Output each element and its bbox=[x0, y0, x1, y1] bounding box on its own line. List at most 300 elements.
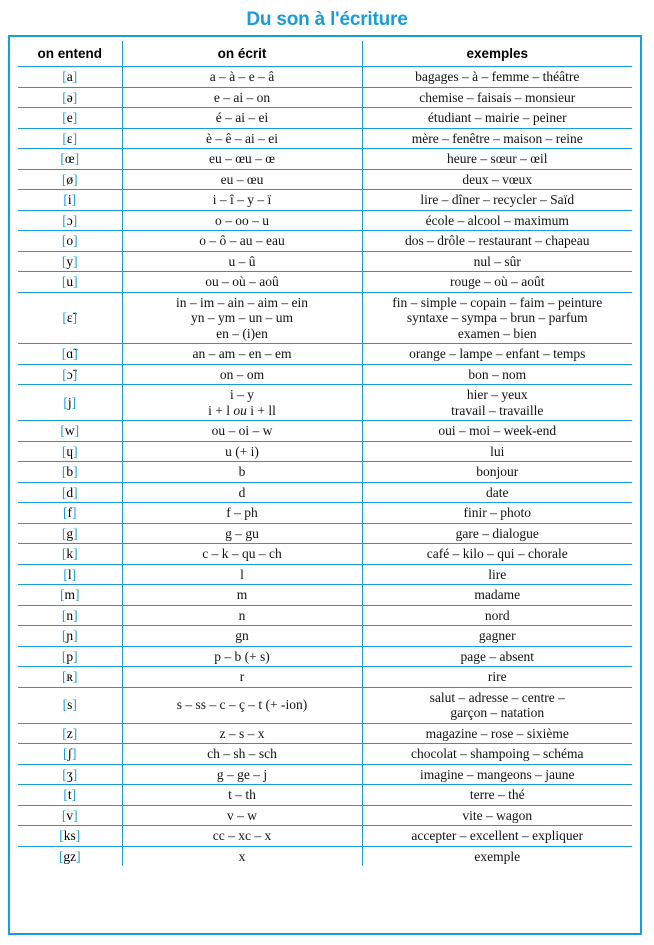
bracket-close: ] bbox=[72, 725, 78, 741]
example-text: salut – adresse – centre – bbox=[429, 689, 565, 705]
spelling-text: g – ge – j bbox=[216, 766, 268, 782]
phonetic-symbol bbox=[62, 274, 78, 289]
phonetic-value: ə bbox=[66, 89, 73, 105]
spelling-cell bbox=[122, 108, 362, 129]
phonetic-value: u bbox=[66, 274, 74, 289]
sound-cell bbox=[18, 523, 122, 544]
spelling-text: l bbox=[240, 566, 244, 582]
example-text: bon – nom bbox=[468, 366, 527, 382]
bracket-open: [ bbox=[62, 69, 67, 84]
example-text: vite – wagon bbox=[462, 807, 533, 823]
spelling-cell bbox=[122, 344, 362, 365]
examples-cell bbox=[362, 385, 632, 421]
bracket-open: [ bbox=[63, 394, 68, 410]
phonetic-symbol bbox=[62, 131, 77, 146]
spelling-cell bbox=[122, 128, 362, 149]
bracket-close: ] bbox=[71, 394, 77, 410]
spelling-text: d bbox=[238, 484, 246, 500]
phonetic-symbol bbox=[62, 546, 78, 561]
spelling-text: eu – œu bbox=[220, 171, 264, 187]
sound-cell bbox=[18, 482, 122, 503]
example-text: examen – bien bbox=[457, 325, 537, 341]
phonetic-symbol bbox=[60, 423, 79, 438]
bracket-close: ] bbox=[73, 628, 78, 643]
bracket-close: ] bbox=[72, 766, 78, 782]
bracket-open: [ bbox=[62, 130, 67, 146]
phonetic-symbol bbox=[62, 346, 78, 361]
spelling-text: o – ô – au – eau bbox=[199, 233, 285, 248]
spelling-text: c – k – qu – ch bbox=[202, 546, 282, 561]
spelling-cell bbox=[122, 462, 362, 483]
spelling-text: u – û bbox=[228, 253, 256, 269]
bracket-close: ] bbox=[72, 366, 78, 382]
examples-cell bbox=[362, 764, 632, 785]
table-row bbox=[18, 667, 632, 688]
spelling-text: è – ê – ai – ei bbox=[206, 130, 278, 146]
phonetic-value: ɔ bbox=[66, 212, 73, 228]
bracket-close: ] bbox=[73, 253, 78, 269]
sound-spelling-table bbox=[18, 41, 632, 866]
examples-cell bbox=[362, 523, 632, 544]
sound-cell bbox=[18, 190, 122, 211]
phonetic-value: d bbox=[66, 484, 74, 500]
bracket-open: [ bbox=[61, 607, 67, 623]
phonetic-value: ɑ̃ bbox=[66, 346, 74, 361]
phonetic-value: f bbox=[67, 505, 72, 520]
examples-cell bbox=[362, 364, 632, 385]
bracket-close: ] bbox=[72, 697, 77, 713]
bracket-close: ] bbox=[73, 648, 78, 664]
table-row bbox=[18, 128, 632, 149]
table-row bbox=[18, 364, 632, 385]
bracket-open: [ bbox=[62, 766, 67, 782]
example-text: étudiant – mairie – peiner bbox=[427, 110, 567, 125]
phonetic-symbol bbox=[62, 444, 78, 459]
example-text: rire bbox=[487, 669, 507, 684]
spelling-text: b bbox=[238, 464, 246, 479]
spelling-cell bbox=[122, 482, 362, 503]
example-text: mère – fenêtre – maison – reine bbox=[411, 130, 583, 146]
spelling-text: ou – où – aoû bbox=[205, 274, 279, 289]
bracket-close: ] bbox=[71, 787, 77, 802]
example-text: chemise – faisais – monsieur bbox=[419, 89, 576, 105]
spelling-text: x bbox=[238, 848, 246, 864]
spelling-text: g – gu bbox=[225, 525, 259, 541]
table-row bbox=[18, 108, 632, 129]
table-row bbox=[18, 441, 632, 462]
bracket-open: [ bbox=[62, 366, 67, 382]
spelling-text: n bbox=[238, 607, 246, 623]
spelling-cell bbox=[122, 169, 362, 190]
example-text: gare – dialogue bbox=[455, 525, 539, 541]
bracket-open: [ bbox=[61, 648, 67, 664]
table-header-row bbox=[18, 41, 632, 67]
table-row bbox=[18, 87, 632, 108]
example-text: exemple bbox=[474, 848, 521, 864]
examples-cell bbox=[362, 169, 632, 190]
spelling-cell bbox=[122, 723, 362, 744]
bracket-open: [ bbox=[59, 828, 64, 843]
spelling-cell bbox=[122, 605, 362, 626]
sound-cell bbox=[18, 421, 122, 442]
header-examples: exemples bbox=[362, 41, 632, 67]
sound-cell bbox=[18, 646, 122, 667]
examples-cell bbox=[362, 785, 632, 806]
table-row bbox=[18, 785, 632, 806]
table-row bbox=[18, 744, 632, 765]
bracket-open: [ bbox=[62, 89, 67, 105]
examples-cell bbox=[362, 744, 632, 765]
table-row bbox=[18, 344, 632, 365]
example-text: travail – travaille bbox=[451, 402, 544, 418]
spelling-cell bbox=[122, 785, 362, 806]
bracket-close: ] bbox=[72, 310, 78, 325]
bracket-close: ] bbox=[74, 151, 80, 166]
sound-cell bbox=[18, 805, 122, 826]
example-text: nul – sûr bbox=[473, 253, 521, 269]
table-row bbox=[18, 626, 632, 647]
table-row bbox=[18, 67, 632, 88]
phonetic-value: gz bbox=[63, 848, 77, 864]
example-text: fin – simple – copain – faim – peinture bbox=[392, 294, 603, 310]
sound-cell bbox=[18, 251, 122, 272]
bracket-open: [ bbox=[61, 443, 67, 459]
sound-cell bbox=[18, 149, 122, 170]
phonetic-symbol bbox=[62, 767, 77, 782]
spelling-cell bbox=[122, 385, 362, 421]
bracket-close: ] bbox=[73, 171, 78, 187]
header-spelling: on écrit bbox=[122, 41, 362, 67]
example-text: bonjour bbox=[476, 464, 519, 479]
phonetic-symbol bbox=[62, 172, 78, 187]
phonetic-value: n bbox=[66, 607, 74, 623]
spelling-text: on – om bbox=[219, 366, 265, 382]
bracket-close: ] bbox=[72, 746, 77, 761]
example-text: chocolat – shampoing – schéma bbox=[411, 746, 584, 761]
phonetic-symbol bbox=[63, 395, 76, 410]
phonetic-value: ɛ̃ bbox=[66, 310, 73, 325]
spelling-cell bbox=[122, 503, 362, 524]
bracket-close: ] bbox=[73, 546, 78, 561]
table-row bbox=[18, 585, 632, 606]
example-text: lui bbox=[490, 443, 505, 459]
phonetic-value: b bbox=[66, 464, 74, 479]
page-title: Du son à l'écriture bbox=[246, 9, 408, 30]
spelling-text: e – ai – on bbox=[213, 89, 271, 105]
bracket-open: [ bbox=[61, 546, 67, 561]
examples-cell bbox=[362, 626, 632, 647]
example-text: école – alcool – maximum bbox=[425, 212, 569, 228]
phonetic-symbol bbox=[59, 849, 81, 864]
spelling-cell bbox=[122, 364, 362, 385]
phonetic-value: g bbox=[66, 525, 74, 541]
spelling-text: an – am – en – em bbox=[192, 346, 292, 361]
phonetic-value: ɲ bbox=[66, 628, 74, 643]
sound-cell bbox=[18, 67, 122, 88]
sound-cell bbox=[18, 846, 122, 866]
examples-cell bbox=[362, 667, 632, 688]
bracket-close: ] bbox=[74, 423, 80, 438]
spelling-text: t – th bbox=[228, 787, 256, 802]
bracket-open: [ bbox=[59, 587, 65, 602]
phonetic-symbol bbox=[60, 587, 80, 602]
phonetic-value: z bbox=[66, 725, 73, 741]
phonetic-value: ɔ̃ bbox=[66, 366, 73, 382]
bracket-open: [ bbox=[61, 464, 67, 479]
phonetic-value: l bbox=[67, 566, 72, 582]
sound-cell bbox=[18, 87, 122, 108]
table-row bbox=[18, 544, 632, 565]
table-row bbox=[18, 169, 632, 190]
bracket-open: [ bbox=[63, 787, 68, 802]
table-row bbox=[18, 149, 632, 170]
table-row bbox=[18, 646, 632, 667]
bracket-open: [ bbox=[63, 505, 68, 520]
sound-cell bbox=[18, 585, 122, 606]
header-sound: on entend bbox=[18, 41, 122, 67]
phonetic-symbol bbox=[63, 192, 76, 207]
spelling-cell bbox=[122, 846, 362, 866]
spelling-cell bbox=[122, 67, 362, 88]
bracket-close: ] bbox=[73, 807, 78, 823]
examples-cell bbox=[362, 272, 632, 293]
spelling-cell bbox=[122, 585, 362, 606]
spelling-text: gn bbox=[235, 628, 249, 643]
bracket-close: ] bbox=[75, 828, 81, 843]
spelling-cell bbox=[122, 523, 362, 544]
bracket-open: [ bbox=[61, 807, 67, 823]
sound-cell bbox=[18, 723, 122, 744]
example-text: bagages – à – femme – théâtre bbox=[415, 69, 580, 84]
spelling-cell bbox=[122, 626, 362, 647]
table-row bbox=[18, 503, 632, 524]
sound-cell bbox=[18, 231, 122, 252]
spelling-cell bbox=[122, 544, 362, 565]
bracket-close: ] bbox=[73, 669, 78, 684]
spelling-cell bbox=[122, 564, 362, 585]
sound-cell bbox=[18, 687, 122, 723]
examples-cell bbox=[362, 108, 632, 129]
phonetic-value: y bbox=[66, 253, 74, 269]
spelling-cell bbox=[122, 667, 362, 688]
spelling-text: cc – xc – x bbox=[212, 828, 272, 843]
phonetic-symbol bbox=[63, 567, 76, 582]
examples-cell bbox=[362, 292, 632, 344]
examples-cell bbox=[362, 482, 632, 503]
bracket-open: [ bbox=[61, 669, 67, 684]
sound-cell bbox=[18, 744, 122, 765]
bracket-open: [ bbox=[62, 110, 67, 125]
sound-cell bbox=[18, 605, 122, 626]
table-row bbox=[18, 385, 632, 421]
phonetic-value: ʒ bbox=[66, 766, 73, 782]
phonetic-symbol bbox=[62, 726, 77, 741]
phonetic-symbol bbox=[62, 110, 77, 125]
example-text: date bbox=[486, 484, 509, 500]
spelling-text: ch – sh – sch bbox=[207, 746, 277, 761]
examples-cell bbox=[362, 826, 632, 847]
bracket-open: [ bbox=[63, 566, 68, 582]
phonetic-symbol bbox=[62, 628, 78, 643]
spelling-text: p – b (+ s) bbox=[214, 648, 270, 664]
bracket-close: ] bbox=[73, 464, 78, 479]
bracket-open: [ bbox=[62, 697, 68, 713]
example-text: page – absent bbox=[460, 648, 534, 664]
phonetic-symbol bbox=[62, 233, 78, 248]
table-row bbox=[18, 723, 632, 744]
bracket-open: [ bbox=[61, 628, 67, 643]
example-text: hier – yeux bbox=[466, 387, 528, 402]
example-text: orange – lampe – enfant – temps bbox=[409, 346, 586, 361]
bracket-close: ] bbox=[72, 69, 78, 84]
bracket-open: [ bbox=[60, 423, 65, 438]
spelling-text: m bbox=[236, 587, 248, 602]
example-text: finir – photo bbox=[463, 505, 531, 520]
bracket-open: [ bbox=[61, 233, 67, 248]
bracket-open: [ bbox=[61, 346, 67, 361]
examples-cell bbox=[362, 344, 632, 365]
sound-cell bbox=[18, 364, 122, 385]
table-row bbox=[18, 846, 632, 866]
examples-cell bbox=[362, 687, 632, 723]
bracket-close: ] bbox=[72, 212, 78, 228]
sound-cell bbox=[18, 764, 122, 785]
spelling-cell bbox=[122, 441, 362, 462]
sound-cell bbox=[18, 210, 122, 231]
phonetic-symbol bbox=[62, 608, 78, 623]
bracket-open: [ bbox=[58, 848, 64, 864]
phonetic-symbol bbox=[62, 254, 78, 269]
phonetic-value: e bbox=[66, 110, 73, 125]
phonetic-value: t bbox=[67, 787, 72, 802]
example-text: nord bbox=[484, 607, 510, 623]
phonetic-value: j bbox=[67, 394, 72, 410]
phonetic-value: i bbox=[67, 192, 72, 207]
examples-cell bbox=[362, 441, 632, 462]
examples-cell bbox=[362, 149, 632, 170]
bracket-open: [ bbox=[61, 274, 67, 289]
phonetic-symbol bbox=[62, 90, 77, 105]
table-row bbox=[18, 421, 632, 442]
table-row bbox=[18, 292, 632, 344]
phonetic-value: p bbox=[66, 648, 74, 664]
phonetic-symbol bbox=[62, 808, 78, 823]
examples-cell bbox=[362, 646, 632, 667]
phonetic-value: s bbox=[67, 697, 73, 713]
spelling-text: v – w bbox=[227, 807, 257, 823]
sound-cell bbox=[18, 503, 122, 524]
table-row bbox=[18, 272, 632, 293]
phonetic-value: v bbox=[66, 807, 74, 823]
spelling-cell bbox=[122, 744, 362, 765]
phonetic-symbol bbox=[62, 69, 77, 84]
bracket-open: [ bbox=[62, 212, 67, 228]
example-text: syntaxe – sympa – brun – parfum bbox=[406, 310, 588, 325]
sound-cell bbox=[18, 128, 122, 149]
sound-cell bbox=[18, 169, 122, 190]
spelling-cell bbox=[122, 805, 362, 826]
spelling-text: en – (i)en bbox=[216, 325, 268, 341]
phonetic-symbol bbox=[62, 649, 78, 664]
sound-cell bbox=[18, 272, 122, 293]
bracket-open: [ bbox=[63, 746, 68, 761]
spelling-text: f – ph bbox=[226, 505, 258, 520]
table-row bbox=[18, 251, 632, 272]
examples-cell bbox=[362, 503, 632, 524]
phonetic-value: m bbox=[64, 587, 75, 602]
table-row bbox=[18, 482, 632, 503]
table-row bbox=[18, 605, 632, 626]
phonetic-value: ks bbox=[63, 828, 76, 843]
spelling-cell bbox=[122, 826, 362, 847]
phonetic-value: a bbox=[66, 69, 73, 84]
bracket-close: ] bbox=[73, 525, 78, 541]
sound-cell bbox=[18, 344, 122, 365]
bracket-close: ] bbox=[73, 274, 78, 289]
examples-cell bbox=[362, 190, 632, 211]
spelling-text: in – im – ain – aim – ein bbox=[176, 294, 308, 310]
sound-cell bbox=[18, 564, 122, 585]
examples-cell bbox=[362, 805, 632, 826]
spelling-text: r bbox=[239, 669, 245, 684]
spelling-cell bbox=[122, 272, 362, 293]
sound-cell bbox=[18, 462, 122, 483]
phonetic-value: ʃ bbox=[67, 746, 72, 761]
sound-cell bbox=[18, 385, 122, 421]
bracket-open: [ bbox=[61, 484, 67, 500]
sound-spelling-table-frame bbox=[8, 35, 642, 935]
example-text: rouge – où – août bbox=[450, 274, 545, 289]
example-text: madame bbox=[474, 587, 521, 602]
bracket-close: ] bbox=[72, 130, 78, 146]
sound-cell bbox=[18, 785, 122, 806]
table-row bbox=[18, 190, 632, 211]
spelling-cell bbox=[122, 646, 362, 667]
examples-cell bbox=[362, 421, 632, 442]
example-text: magazine – rose – sixième bbox=[425, 725, 569, 741]
phonetic-symbol bbox=[63, 505, 77, 520]
phonetic-value: œ bbox=[64, 151, 75, 166]
spelling-text: i + l ou i + ll bbox=[208, 402, 276, 418]
phonetic-symbol bbox=[62, 310, 77, 325]
spelling-text: i – î – y – ï bbox=[212, 192, 272, 207]
phonetic-value: k bbox=[66, 546, 74, 561]
table-row bbox=[18, 826, 632, 847]
bracket-close: ] bbox=[73, 484, 78, 500]
example-text: imagine – mangeons – jaune bbox=[420, 766, 575, 782]
sound-cell bbox=[18, 667, 122, 688]
phonetic-symbol bbox=[62, 213, 77, 228]
example-text: café – kilo – qui – chorale bbox=[426, 546, 568, 561]
bracket-close: ] bbox=[73, 607, 78, 623]
example-text: deux – vœux bbox=[462, 171, 533, 187]
spelling-text: ou – oi – w bbox=[211, 423, 273, 438]
spelling-text: z – s – x bbox=[219, 725, 265, 741]
sound-cell bbox=[18, 544, 122, 565]
examples-cell bbox=[362, 585, 632, 606]
sound-cell bbox=[18, 292, 122, 344]
spelling-cell bbox=[122, 149, 362, 170]
bracket-close: ] bbox=[71, 566, 77, 582]
sound-cell bbox=[18, 108, 122, 129]
spelling-text: s – ss – c – ç – t (+ -ion) bbox=[176, 697, 308, 713]
bracket-close: ] bbox=[73, 233, 78, 248]
spelling-cell bbox=[122, 421, 362, 442]
spelling-cell bbox=[122, 687, 362, 723]
bracket-open: [ bbox=[63, 192, 68, 207]
table-row bbox=[18, 231, 632, 252]
spelling-text: i – y bbox=[229, 387, 254, 402]
